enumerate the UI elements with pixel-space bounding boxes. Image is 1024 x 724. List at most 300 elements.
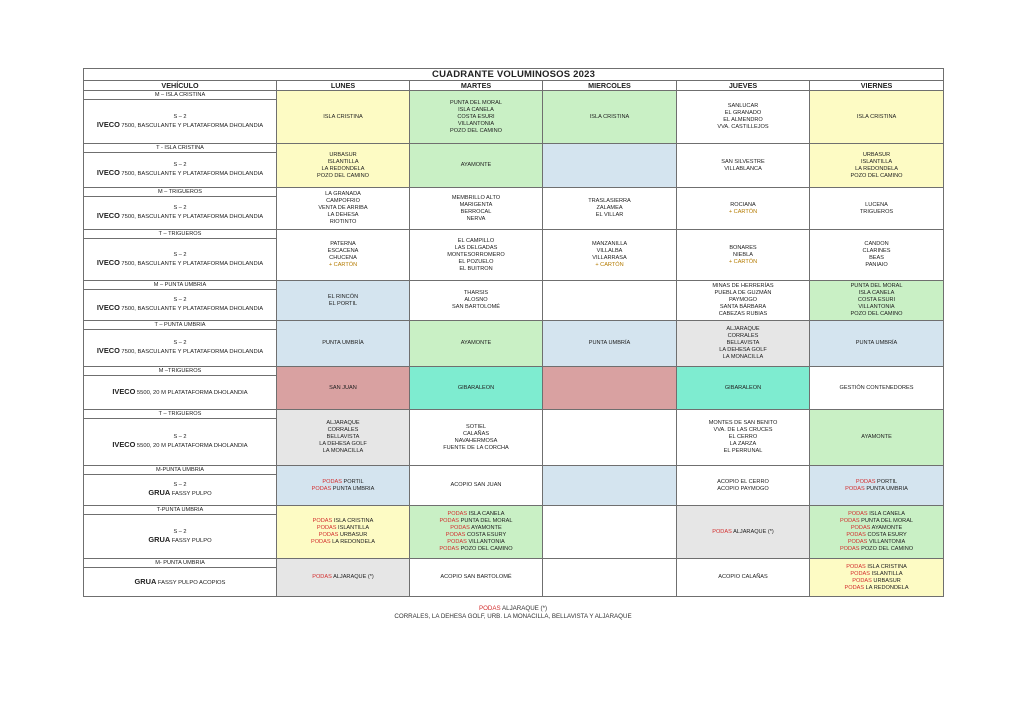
vehicle-brand: IVECO xyxy=(96,303,120,312)
schedule-cell-martes xyxy=(410,506,543,559)
route-stop xyxy=(810,571,943,578)
route-stop: COSTA ESURI xyxy=(457,113,495,120)
vehicle-description: FASSY PULPO xyxy=(171,491,212,497)
route-stop: PANIAIO xyxy=(865,262,888,268)
schedule-cell-miercoles xyxy=(543,321,677,367)
route-stop-text: PORTIL xyxy=(877,478,898,485)
route-stop: ESCACENA xyxy=(327,248,359,254)
route-stop xyxy=(810,585,943,592)
vehicle-info xyxy=(84,330,276,366)
schedule-cell-jueves xyxy=(677,466,810,506)
route-stop: + CARTÓN xyxy=(328,262,358,268)
shift-label: T - ISLA CRISTINA xyxy=(84,144,276,153)
route-stop: BEAS xyxy=(869,255,884,261)
vehicle-model xyxy=(84,212,276,221)
schedule-row xyxy=(84,91,944,144)
footnote-podas-label: PODAS xyxy=(478,605,501,612)
podas-label: PODAS xyxy=(845,485,865,492)
route-stop: SANTA BÁRBARA xyxy=(719,304,767,310)
route-stop: EL PORTIL xyxy=(328,300,358,307)
vehicle-cell xyxy=(84,410,277,466)
schedule-cell-lunes xyxy=(277,506,410,559)
day-header-viernes: VIERNES xyxy=(810,81,944,91)
route-stop: EL RINCÓN xyxy=(327,293,359,300)
vehicle-code: S – 2 xyxy=(173,162,187,168)
route-stop: POZO DEL CAMINO xyxy=(316,172,369,179)
podas-label: PODAS xyxy=(439,518,460,524)
schedule-cell-jueves xyxy=(677,281,810,321)
route-stop-text: ISLA CANELA xyxy=(869,511,905,517)
route-stop-text: ALJARAQUE (*) xyxy=(333,574,374,580)
route-stop: + CARTÓN xyxy=(728,208,758,215)
vehicle-description: FASSY PULPO ACOPIOS xyxy=(157,579,226,586)
route-stop: CABEZAS RUBIAS xyxy=(718,311,768,317)
podas-label: PODAS xyxy=(310,539,331,545)
route-stop-text: LA REDONDELA xyxy=(332,539,376,545)
schedule-cell-jueves xyxy=(677,230,810,281)
podas-label: PODAS xyxy=(312,518,333,524)
route-stop: EL ALMENDRO xyxy=(723,117,763,123)
route-stop: POZO DEL CAMINO xyxy=(850,172,903,179)
schedule-row xyxy=(84,410,944,466)
vehicle-code: S – 2 xyxy=(173,482,187,488)
schedule-cell-miercoles xyxy=(543,410,677,466)
schedule-row xyxy=(84,281,944,321)
schedule-table xyxy=(83,68,944,597)
schedule-cell-viernes xyxy=(810,410,944,466)
route-stop: CHUCENA xyxy=(329,255,357,261)
route-stop: EL GRANADO xyxy=(724,110,762,116)
route-stop: ISLANTILLA xyxy=(327,158,359,165)
vehicle-info xyxy=(84,153,276,187)
schedule-cell-martes xyxy=(410,144,543,188)
podas-label: PODAS xyxy=(439,546,459,552)
schedule-cell-viernes xyxy=(810,91,944,144)
schedule-cell-jueves xyxy=(677,559,810,597)
vehicle-brand: IVECO xyxy=(96,257,120,267)
podas-label: PODAS xyxy=(846,532,866,538)
schedule-cell-lunes xyxy=(277,410,410,466)
schedule-cell-lunes xyxy=(277,281,410,321)
vehicle-description: 7500, BASCULANTE Y PLATATAFORMA DHOLANDIA xyxy=(121,171,264,177)
vehicle-model xyxy=(84,489,276,498)
schedule-cell-miercoles xyxy=(543,91,677,144)
shift-label: T-PUNTA UMBRIA xyxy=(84,506,276,515)
podas-label: PODAS xyxy=(852,577,872,584)
vehicle-cell xyxy=(84,506,277,559)
route-stop xyxy=(277,518,409,525)
route-stop-text: ISLA CRISTINA xyxy=(333,518,374,524)
route-stop: PUNTA DEL MORAL xyxy=(450,99,502,106)
route-stop-text: ISLA CANELA xyxy=(468,511,505,517)
route-stop: ACOPIO SAN BARTOLOMÉ xyxy=(440,574,512,580)
podas-label: PODAS xyxy=(846,563,866,570)
route-stop: PATERNA xyxy=(330,241,356,247)
route-stop-text: URBASUR xyxy=(339,532,368,538)
route-stop-text: PUNTA UMBRIA xyxy=(332,485,375,492)
route-stop xyxy=(677,529,809,536)
route-stop: MONTES DE SAN BENITO xyxy=(708,420,778,426)
vehicle-info xyxy=(84,290,276,320)
vehicle-code: S – 2 xyxy=(173,340,187,346)
route-stop: GIBARALEON xyxy=(724,384,762,391)
day-header-miercoles: MIERCOLES xyxy=(543,81,677,91)
schedule-cell-miercoles xyxy=(543,144,677,188)
route-stop: PUNTA UMBRÍA xyxy=(588,340,631,346)
shift-label: M-PUNTA UMBRIA xyxy=(84,466,276,475)
podas-label: PODAS xyxy=(311,485,332,492)
route-stop: CAMPOFRIO xyxy=(326,198,360,204)
schedule-body xyxy=(84,91,944,597)
route-stop: LA DEHESA xyxy=(327,212,359,218)
route-stop: PUNTA UMBRÍA xyxy=(855,340,898,346)
day-header-lunes: LUNES xyxy=(277,81,410,91)
route-stop: BELLAVISTA xyxy=(726,340,760,346)
schedule-cell-viernes xyxy=(810,506,944,559)
route-stop: EL POZUELO xyxy=(458,258,494,265)
route-stop xyxy=(410,518,542,525)
route-stop: ISLA CRISTINA xyxy=(323,113,363,120)
route-stop: AYAMONTE xyxy=(460,340,492,346)
route-stop xyxy=(277,539,409,546)
vehicle-description: 5500, 20 M PLATATAFORMA DHOLANDIA xyxy=(136,390,248,396)
route-stop-text: PUNTA DEL MORAL xyxy=(460,518,513,524)
schedule-cell-jueves xyxy=(677,144,810,188)
route-stop: CORRALES xyxy=(727,333,759,339)
route-stop: VILLANTONIA xyxy=(858,304,895,310)
podas-label: PODAS xyxy=(712,528,732,535)
day-header-jueves: JUEVES xyxy=(677,81,810,91)
vehicle-description: 7500, BASCULANTE Y PLATATAFORMA DHOLANDIA xyxy=(121,349,264,355)
vehicle-info xyxy=(84,239,276,280)
vehicle-code: S – 2 xyxy=(173,205,187,211)
schedule-cell-miercoles xyxy=(543,281,677,321)
page-title: CUADRANTE VOLUMINOSOS 2023 xyxy=(84,69,944,81)
route-stop: PAYMOGO xyxy=(728,297,758,303)
podas-label: PODAS xyxy=(322,478,342,485)
route-stop: ALOSNO xyxy=(464,297,488,303)
podas-label: PODAS xyxy=(447,539,467,545)
schedule-row xyxy=(84,230,944,281)
route-stop: LA MONACILLA xyxy=(722,354,764,360)
podas-label: PODAS xyxy=(839,518,860,524)
route-stop-text: AYAMONTE xyxy=(471,525,502,531)
route-stop xyxy=(810,564,943,571)
route-stop: GESTIÓN CONTENEDORES xyxy=(839,384,914,391)
vehicle-model xyxy=(84,169,276,178)
vehicle-cell xyxy=(84,230,277,281)
route-stop: EL CAMPILLO xyxy=(457,237,495,244)
vehicle-cell xyxy=(84,321,277,367)
podas-label: PODAS xyxy=(844,584,865,591)
route-stop xyxy=(810,479,943,486)
vehicle-code: S – 2 xyxy=(173,113,187,120)
vehicle-brand: IVECO xyxy=(96,346,120,355)
schedule-row xyxy=(84,506,944,559)
vehicle-description: 7500, BASCULANTE Y PLATATAFORMA DHOLANDIA xyxy=(121,214,264,220)
schedule-cell-martes xyxy=(410,230,543,281)
route-stop xyxy=(410,525,542,532)
route-stop: ISLANTILLA xyxy=(860,158,893,165)
podas-label: PODAS xyxy=(839,546,860,552)
route-stop xyxy=(810,539,943,546)
route-stop: AYAMONTE xyxy=(861,434,892,440)
vehicle-model xyxy=(84,388,276,397)
vehicle-brand: IVECO xyxy=(112,387,136,396)
route-stop-text: ISLA CRISTINA xyxy=(867,563,907,570)
route-stop: LAS DELGADAS xyxy=(454,244,498,251)
route-stop: + CARTÓN xyxy=(595,262,624,268)
route-stop: EL BUITRON xyxy=(459,265,493,272)
route-stop: LA DEHESA GOLF xyxy=(319,441,367,447)
route-stop-text: ALJARAQUE (*) xyxy=(733,528,774,535)
route-stop-text: POZO DEL CAMINO xyxy=(460,546,513,552)
schedule-cell-viernes xyxy=(810,367,944,410)
route-stop: GIBARALEON xyxy=(457,384,495,391)
podas-label: PODAS xyxy=(316,525,337,531)
footnote xyxy=(83,605,943,621)
route-stop: NAVAHERMOSA xyxy=(454,437,498,444)
route-stop: NIEBLA xyxy=(733,251,753,258)
schedule-cell-lunes xyxy=(277,188,410,230)
vehicle-info xyxy=(84,475,276,505)
schedule-cell-lunes xyxy=(277,367,410,410)
route-stop: VILLANTONIA xyxy=(457,120,495,127)
route-stop: CORRALES xyxy=(327,427,359,433)
shift-label: M – PUNTA UMBRIA xyxy=(84,281,276,290)
route-stop xyxy=(410,539,542,546)
podas-label: PODAS xyxy=(847,539,868,545)
route-stop xyxy=(810,532,943,539)
route-stop: ISLA CRISTINA xyxy=(589,113,630,120)
route-stop: VENTA DE ARRIBA xyxy=(318,205,368,211)
schedule-row xyxy=(84,559,944,597)
schedule-cell-jueves xyxy=(677,506,810,559)
route-stop: BERROCAL xyxy=(460,208,492,215)
podas-label: PODAS xyxy=(848,511,868,517)
vehicle-brand: GRUA xyxy=(134,576,157,586)
schedule-cell-viernes xyxy=(810,559,944,597)
shift-label: T – TRIGUEROS xyxy=(84,230,276,239)
schedule-cell-martes xyxy=(410,466,543,506)
route-stop-text: PUNTA DEL MORAL xyxy=(861,518,914,524)
route-stop-text: ISLANTILLA xyxy=(871,570,903,577)
vehicle-code: S – 2 xyxy=(173,434,187,440)
route-stop: PUNTA UMBRÍA xyxy=(322,340,364,346)
route-stop-text: POZO DEL CAMINO xyxy=(861,546,914,552)
schedule-cell-martes xyxy=(410,367,543,410)
vehicle-description: 7500, BASCULANTE Y PLATATAFORMA DHOLANDIA xyxy=(121,260,264,267)
vehicle-info xyxy=(84,100,276,143)
shift-label: M – ISLA CRISTINA xyxy=(84,91,276,100)
vehicle-cell xyxy=(84,281,277,321)
route-stop: ROCIANA xyxy=(730,201,756,208)
route-stop xyxy=(410,546,542,553)
route-stop: MONTESORROMERO xyxy=(447,251,505,258)
schedule-row xyxy=(84,466,944,506)
schedule-cell-miercoles xyxy=(543,466,677,506)
vehicle-model xyxy=(84,347,276,356)
vehicle-code: S – 2 xyxy=(173,251,187,258)
route-stop: MARIGENTA xyxy=(459,201,493,208)
route-stop: ISLA CRISTINA xyxy=(856,113,897,120)
route-stop: AYAMONTE xyxy=(460,162,492,168)
route-stop-text: AYAMONTE xyxy=(871,525,903,531)
route-stop: POZO DEL CAMINO xyxy=(850,311,903,317)
schedule-cell-jueves xyxy=(677,188,810,230)
route-stop-text: COSTA ESURY xyxy=(466,532,507,538)
vehicle-code: S – 2 xyxy=(173,297,187,303)
route-stop: VILLALBA xyxy=(596,248,623,254)
schedule-cell-lunes xyxy=(277,230,410,281)
vehicle-brand: GRUA xyxy=(148,488,171,497)
route-stop: EL VILLAR xyxy=(595,212,624,218)
route-stop-text: VILLANTONIA xyxy=(868,539,906,545)
route-stop xyxy=(277,525,409,532)
route-stop-text: PUNTA UMBRIA xyxy=(866,485,908,492)
route-stop: COSTA ESURI xyxy=(857,297,896,303)
vehicle-brand: IVECO xyxy=(96,119,120,129)
route-stop xyxy=(810,546,943,553)
vehicle-info xyxy=(84,515,276,558)
route-stop: VVA. CASTILLEJOS xyxy=(717,124,769,130)
route-stop: ACOPIO PAYMOGO xyxy=(717,485,769,492)
route-stop: BONARES xyxy=(729,244,757,251)
footnote-line-2: CORRALES, LA DEHESA GOLF, URB. LA MONACILLA, BELLAVISTA Y ALJARAQUE xyxy=(394,613,632,620)
schedule-cell-miercoles xyxy=(543,230,677,281)
schedule-cell-lunes xyxy=(277,321,410,367)
podas-label: PODAS xyxy=(850,525,871,531)
schedule-cell-martes xyxy=(410,559,543,597)
route-stop-text: URBASUR xyxy=(873,577,901,584)
vehicle-model xyxy=(84,578,276,587)
route-stop: TRIGUEROS xyxy=(859,208,894,215)
route-stop xyxy=(277,574,409,581)
schedule-row xyxy=(84,144,944,188)
route-stop: LA REDONDELA xyxy=(855,165,898,172)
vehicle-info xyxy=(84,568,276,596)
footnote-line-1 xyxy=(83,605,943,613)
route-stop: SAN BARTOLOMÉ xyxy=(452,304,500,310)
footnote-podas-text: ALJARAQUE (*) xyxy=(502,605,548,612)
schedule-cell-lunes xyxy=(277,91,410,144)
schedule-row xyxy=(84,321,944,367)
schedule-cell-jueves xyxy=(677,321,810,367)
schedule-cell-viernes xyxy=(810,321,944,367)
route-stop: LA MONACILLA xyxy=(322,448,364,454)
route-stop: SOTIEL xyxy=(466,423,486,430)
route-stop: PUEBLA DE GUZMÁN xyxy=(714,290,772,296)
route-stop: SAN SILVESTRE xyxy=(721,158,765,165)
route-stop xyxy=(810,578,943,585)
route-stop: URBASUR xyxy=(329,151,357,158)
shift-label: M – TRIGUEROS xyxy=(84,188,276,197)
route-stop: EL CERRO xyxy=(728,434,758,440)
route-stop: + CARTÓN xyxy=(728,258,758,265)
route-stop: LA DEHESA GOLF xyxy=(719,347,767,353)
vehicle-cell xyxy=(84,91,277,144)
vehicle-cell xyxy=(84,559,277,597)
schedule-cell-miercoles xyxy=(543,559,677,597)
vehicle-cell xyxy=(84,144,277,188)
route-stop: LA ZARZA xyxy=(729,441,757,447)
route-stop: ISLA CANELA xyxy=(858,290,895,296)
schedule-cell-martes xyxy=(410,281,543,321)
route-stop-text: PORTIL xyxy=(343,478,364,485)
schedule-cell-martes xyxy=(410,321,543,367)
schedule-sheet xyxy=(83,68,943,597)
route-stop: ACOPIO EL CERRO xyxy=(717,478,769,485)
route-stop-text: VILLANTONIA xyxy=(468,539,505,545)
route-stop: TRASLASIERRA xyxy=(588,198,631,204)
route-stop: ALJARAQUE xyxy=(326,420,360,426)
vehicle-brand: IVECO xyxy=(96,168,120,177)
podas-label: PODAS xyxy=(318,532,339,538)
route-stop: LA REDONDELA xyxy=(321,165,365,172)
route-stop xyxy=(810,525,943,532)
podas-label: PODAS xyxy=(312,574,332,580)
shift-label: M –TRIGUEROS xyxy=(84,367,276,376)
route-stop: CLARINES xyxy=(862,248,891,254)
vehicle-code: S – 2 xyxy=(173,528,187,535)
vehicle-model xyxy=(84,259,276,268)
route-stop: RIOTINTO xyxy=(329,219,357,225)
route-stop xyxy=(810,511,943,518)
route-stop-text: LA REDONDELA xyxy=(865,584,909,591)
route-stop: LA GRANADA xyxy=(325,191,361,197)
schedule-cell-jueves xyxy=(677,410,810,466)
podas-label: PODAS xyxy=(855,478,876,485)
route-stop: EL PERRUNAL xyxy=(723,448,763,454)
shift-label: T – PUNTA UMBRIA xyxy=(84,321,276,330)
route-stop-text: COSTA ESURY xyxy=(867,532,907,538)
shift-label: M- PUNTA UMBRIA xyxy=(84,559,276,568)
vehicle-brand: IVECO xyxy=(112,440,136,449)
route-stop: ALJARAQUE xyxy=(726,326,760,332)
route-stop: ACOPIO SAN JUAN xyxy=(450,482,502,488)
route-stop: MANZANILLA xyxy=(591,241,628,247)
route-stop: NERVA xyxy=(466,215,486,222)
route-stop: THARSIS xyxy=(463,290,489,296)
shift-label: T – TRIGUEROS xyxy=(84,410,276,419)
vehicle-description: 7500, BASCULANTE Y PLATATAFORMA DHOLANDIA xyxy=(121,122,264,129)
schedule-cell-jueves xyxy=(677,91,810,144)
vehicle-column-header: VEHÍCULO xyxy=(84,81,277,91)
schedule-row xyxy=(84,367,944,410)
route-stop: VILLABLANCA xyxy=(724,165,762,172)
route-stop: CALAÑAS xyxy=(462,430,490,437)
vehicle-cell xyxy=(84,367,277,410)
route-stop xyxy=(410,511,542,518)
schedule-row xyxy=(84,188,944,230)
vehicle-description: 7500, BASCULANTE Y PLATATAFORMA DHOLANDIA xyxy=(121,306,264,312)
schedule-cell-miercoles xyxy=(543,367,677,410)
route-stop: ZALAMEA xyxy=(596,205,623,211)
vehicle-brand: IVECO xyxy=(96,211,120,220)
schedule-cell-jueves xyxy=(677,367,810,410)
route-stop: CANDON xyxy=(864,241,889,247)
podas-label: PODAS xyxy=(447,511,468,517)
schedule-cell-miercoles xyxy=(543,506,677,559)
schedule-cell-viernes xyxy=(810,188,944,230)
vehicle-model xyxy=(84,441,276,450)
route-stop: LUCENA xyxy=(865,201,888,208)
vehicle-info xyxy=(84,197,276,229)
vehicle-brand: GRUA xyxy=(148,534,171,544)
vehicle-info xyxy=(84,419,276,465)
podas-label: PODAS xyxy=(445,532,466,538)
route-stop: ISLA CANELA xyxy=(458,106,494,113)
